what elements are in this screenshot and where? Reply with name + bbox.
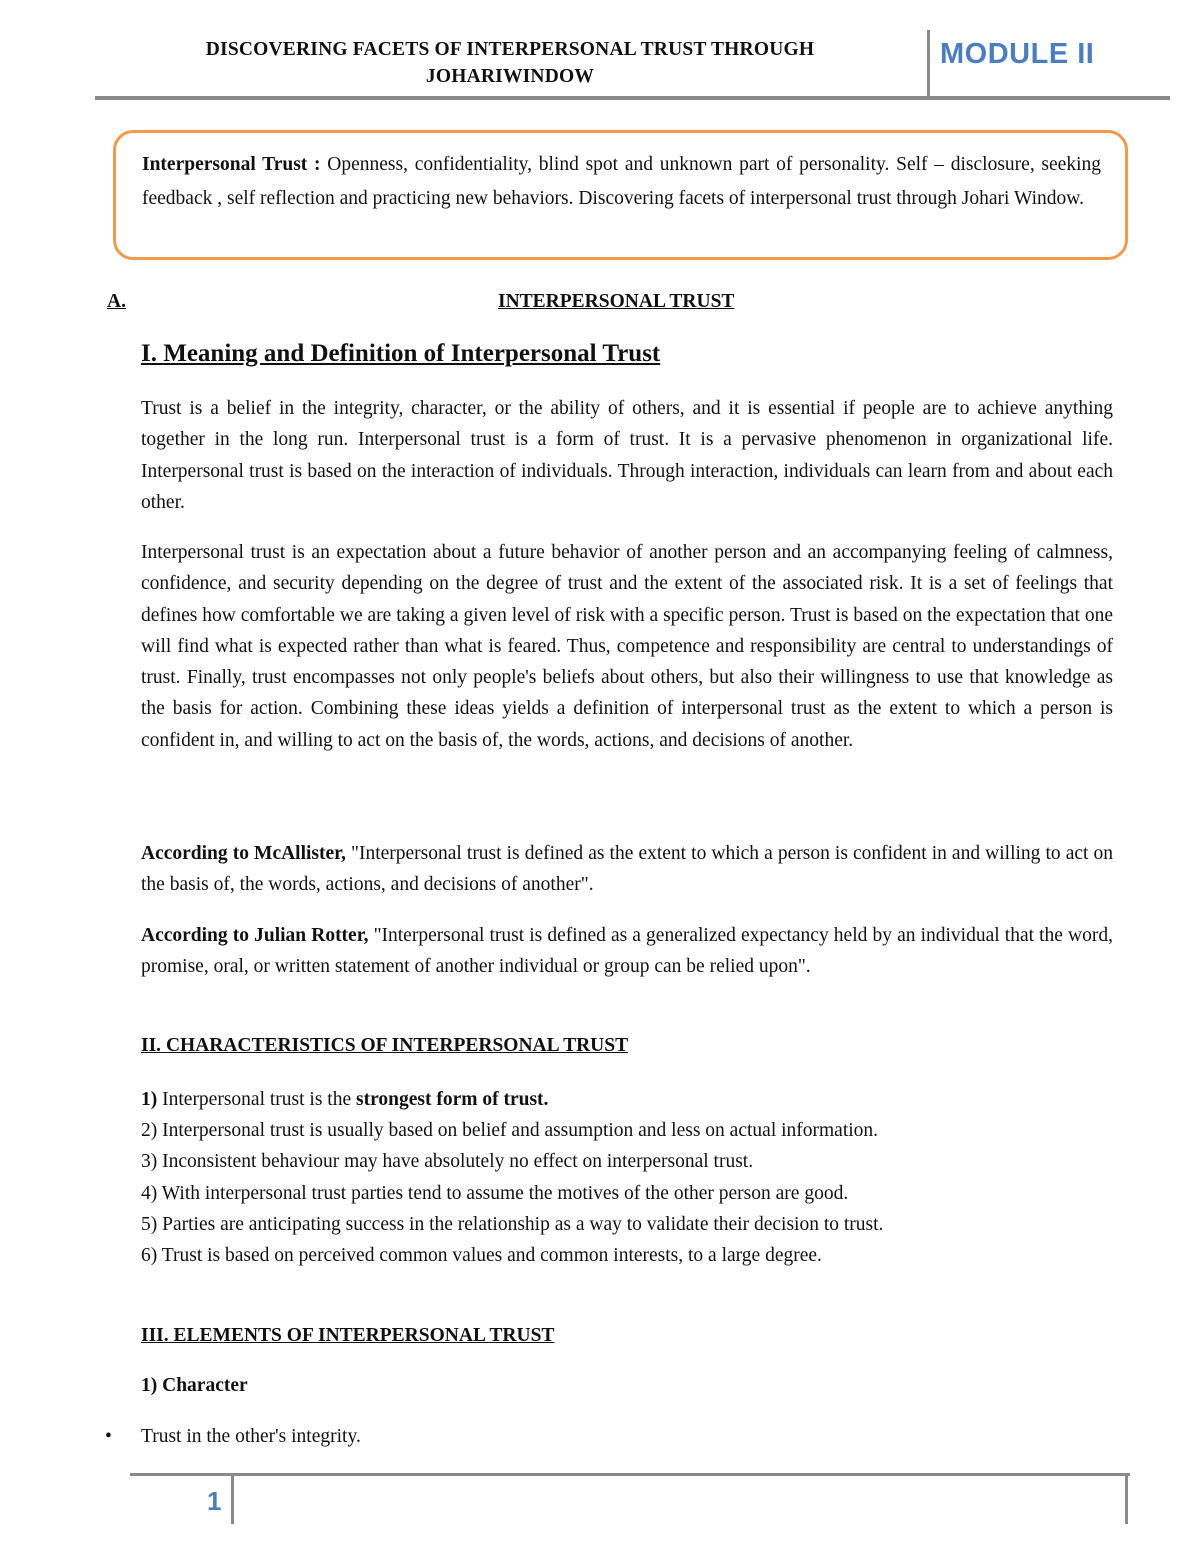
section-3-title: ELEMENTS OF INTERPERSONAL TRUST bbox=[173, 1325, 555, 1346]
list-item bbox=[141, 1115, 883, 1146]
summary-text: Openness, confidentiality, blind spot and unknown part of personality. Self – disclosure, seeking feedback , self reflection and practicing new behaviors. Discovering facets of interpersonal trust through Johari Window. bbox=[142, 154, 1101, 209]
section-a-title: INTERPERSONAL TRUST bbox=[498, 291, 735, 312]
section-2-numeral: II. bbox=[141, 1035, 162, 1056]
list-item-text: With interpersonal trust parties tend to assume the motives of the other person are good. bbox=[161, 1182, 849, 1204]
list-item-number: 5) bbox=[141, 1213, 158, 1235]
footer-divider-right bbox=[1125, 1476, 1128, 1524]
page-number: 1 bbox=[207, 1486, 222, 1516]
list-item bbox=[105, 1426, 361, 1448]
quote-mcallister bbox=[141, 838, 1113, 901]
characteristics-list bbox=[141, 1084, 883, 1271]
character-subheading: 1) Character bbox=[141, 1375, 248, 1396]
paragraph-trust-expectation: Interpersonal trust is an expectation about a future behavior of another person and an accompanying feeling of calmness, confidence, and security depending on the degree of trust and the extent of the associated risk. It is a set of feelings that defines how comfortable we are taking a given level of risk with a specific person. Trust is based on the expectation that one will find what is expected rather than what is feared. Thus, competence and responsibility are central to understandings of trust. Finally, trust encompasses not only people's beliefs about others, but also their willingness to use that knowledge as the basis for action. Combining these ideas yields a definition of interpersonal trust as the extent to which a person is confident in, and willing to act on the basis of, the words, actions, and decisions of another. bbox=[141, 542, 1113, 751]
list-item bbox=[141, 1178, 883, 1209]
module-label: MODULE II bbox=[940, 38, 1095, 70]
list-item-number: 3) bbox=[141, 1151, 158, 1173]
list-item-text: Parties are anticipating success in the relationship as a way to validate their decision to trust. bbox=[162, 1213, 884, 1235]
list-item-emphasis: strongest form of trust. bbox=[356, 1089, 549, 1110]
list-item-number: 6) bbox=[141, 1245, 158, 1267]
section-1-heading bbox=[141, 340, 660, 368]
section-3-heading bbox=[141, 1325, 554, 1347]
bullet-text: Trust in the other's integrity. bbox=[141, 1426, 361, 1447]
quote-rotter bbox=[141, 920, 1113, 983]
footer-rule bbox=[130, 1473, 1130, 1476]
section-3-numeral: III. bbox=[141, 1325, 169, 1346]
footer-divider-left bbox=[231, 1476, 234, 1524]
list-item bbox=[141, 1209, 883, 1240]
quote-mcallister-text: "Interpersonal trust is defined as the extent to which a person is confident in and willing to act on the basis of, the words, actions, and decisions of another". bbox=[141, 843, 1114, 896]
list-item-number: 4) bbox=[141, 1182, 158, 1204]
header-rule bbox=[95, 96, 1170, 100]
list-item bbox=[141, 1084, 883, 1115]
list-item-number: 1) bbox=[141, 1089, 158, 1110]
quote-rotter-text: "Interpersonal trust is defined as a generalized expectancy held by an individual that the word, promise, oral, or written statement of another individual or group can be relied upon". bbox=[141, 925, 1113, 978]
section-1-title: Meaning and Definition of Interpersonal Trust bbox=[163, 340, 661, 367]
quote-rotter-label: According to Julian Rotter, bbox=[141, 925, 369, 946]
list-item-text: Inconsistent behaviour may have absolutely no effect on interpersonal trust. bbox=[162, 1151, 754, 1173]
section-2-title: CHARACTERISTICS OF INTERPERSONAL TRUST bbox=[165, 1035, 629, 1056]
header-divider bbox=[927, 30, 930, 98]
section-a-label: A. bbox=[107, 291, 126, 312]
list-item-number: 2) bbox=[141, 1120, 158, 1142]
list-item-text: Interpersonal trust is usually based on belief and assumption and less on actual information. bbox=[162, 1120, 879, 1142]
summary-label: Interpersonal Trust : bbox=[142, 154, 321, 175]
section-1-numeral: I. bbox=[141, 340, 157, 367]
summary-box bbox=[113, 130, 1128, 260]
list-item bbox=[141, 1146, 883, 1177]
paragraph-trust-belief: Trust is a belief in the integrity, character, or the ability of others, and it is essential if people are to achieve anything together in the long run. Interpersonal trust is a form of trust. It is a pervasive phenomenon in organizational life. Interpersonal trust is based on the interaction of individuals. Through interaction, individuals can learn from and about each other. bbox=[141, 398, 1113, 513]
document-title-line-1: DISCOVERING FACETS OF INTERPERSONAL TRUST THROUGH bbox=[205, 39, 815, 60]
list-item-text: Trust is based on perceived common values and common interests, to a large degree. bbox=[161, 1245, 822, 1267]
section-2-heading bbox=[141, 1035, 628, 1057]
quote-mcallister-label: According to McAllister, bbox=[141, 843, 346, 864]
bullet-icon: • bbox=[105, 1426, 112, 1447]
list-item bbox=[141, 1240, 883, 1271]
document-title-line-2: JOHARIWINDOW bbox=[425, 66, 595, 87]
document-title bbox=[95, 36, 925, 90]
list-item-text: Interpersonal trust is the bbox=[162, 1089, 352, 1110]
